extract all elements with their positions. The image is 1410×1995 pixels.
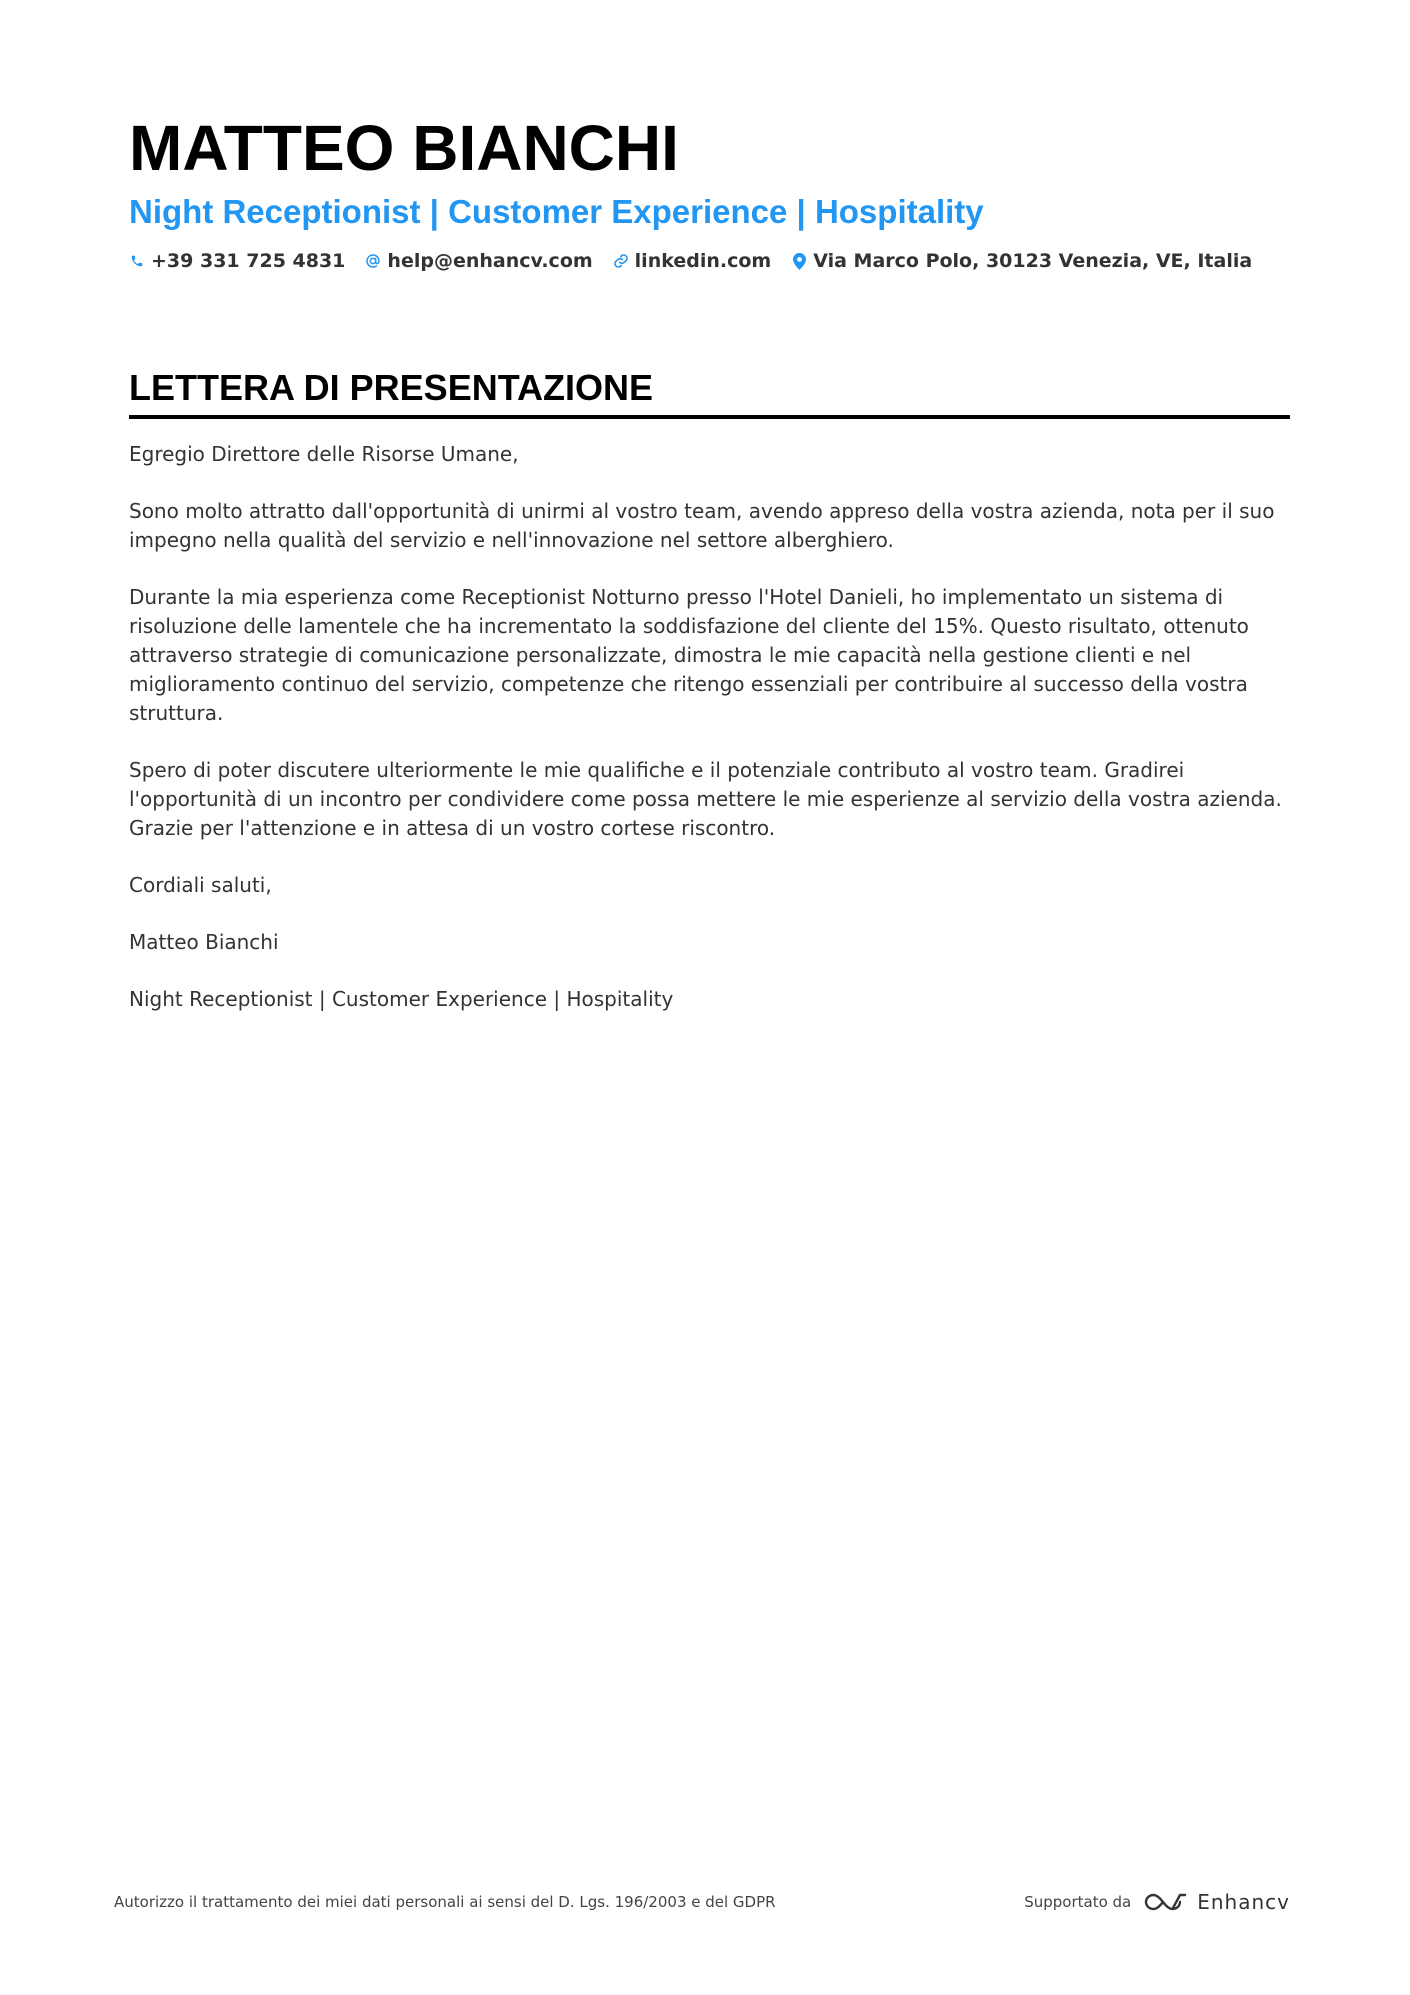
contact-linkedin-text: linkedin.com (634, 250, 772, 272)
phone-icon (129, 251, 145, 271)
page-footer (114, 1890, 1290, 1914)
section-title: LETTERA DI PRESENTAZIONE (129, 367, 654, 408)
letter-paragraph: Spero di poter discutere ulteriormente le mie qualifiche e il potenziale contributo al vostro team. Gradirei l'opportunità di un incontro per condividere come possa mettere le mie esperienze al servizio della vostra azienda. Grazie per l'attenzione e in attesa di un vostro cortese riscontro. (129, 758, 1282, 840)
link-icon (613, 251, 629, 271)
contact-email-text: help@enhancv.com (387, 250, 593, 272)
letter-paragraph: Durante la mia esperienza come Receptionist Notturno presso l'Hotel Danieli, ho implementato un sistema di risoluzione delle lamentele che ha incrementato la soddisfazione del cliente del 15%. Questo risultato, ottenuto attraverso strategie di comunicazione personalizzate, dimostra le mie capacità nella gestione clienti e nel miglioramento continuo del servizio, competenze che ritengo essenziali per contribuire al successo della vostra struttura. (129, 585, 1249, 725)
powered-by[interactable] (1024, 1890, 1290, 1914)
letter-body (129, 440, 1290, 1042)
letter-signature-title: Night Receptionist | Customer Experience | Hospitality (129, 987, 674, 1011)
contact-address (791, 250, 1252, 272)
letter-paragraph: Sono molto attratto dall'opportunità di unirmi al vostro team, avendo appreso della vostra azienda, nota per il suo impegno nella qualità del servizio e nell'innovazione nel settore alberghiero. (129, 499, 1275, 552)
brand-name: Enhancv (1197, 1890, 1290, 1914)
contact-address-text: Via Marco Polo, 30123 Venezia, VE, Italia (813, 250, 1253, 272)
contact-email[interactable] (365, 250, 592, 272)
contact-linkedin[interactable] (613, 250, 772, 272)
contact-phone-text: +39 331 725 4831 (151, 250, 346, 272)
contact-phone[interactable] (129, 250, 345, 272)
powered-by-label: Supportato da (1024, 1893, 1132, 1911)
at-icon (365, 251, 381, 271)
candidate-name: MATTEO BIANCHI (129, 112, 679, 184)
privacy-consent: Autorizzo il trattamento dei miei dati personali ai sensi del D. Lgs. 196/2003 e del GDPR (114, 1893, 776, 1911)
resume-header (129, 108, 1289, 272)
location-pin-icon (791, 251, 807, 271)
letter-closing: Cordiali saluti, (129, 873, 272, 897)
letter-signature-name: Matteo Bianchi (129, 930, 279, 954)
candidate-headline: Night Receptionist | Customer Experience | Hospitality (129, 193, 984, 230)
letter-salutation: Egregio Direttore delle Risorse Umane, (129, 442, 519, 466)
enhancv-logo-icon (1143, 1890, 1189, 1914)
contact-bar (129, 250, 1289, 272)
section-cover-letter (129, 364, 1290, 419)
section-divider (129, 415, 1290, 419)
